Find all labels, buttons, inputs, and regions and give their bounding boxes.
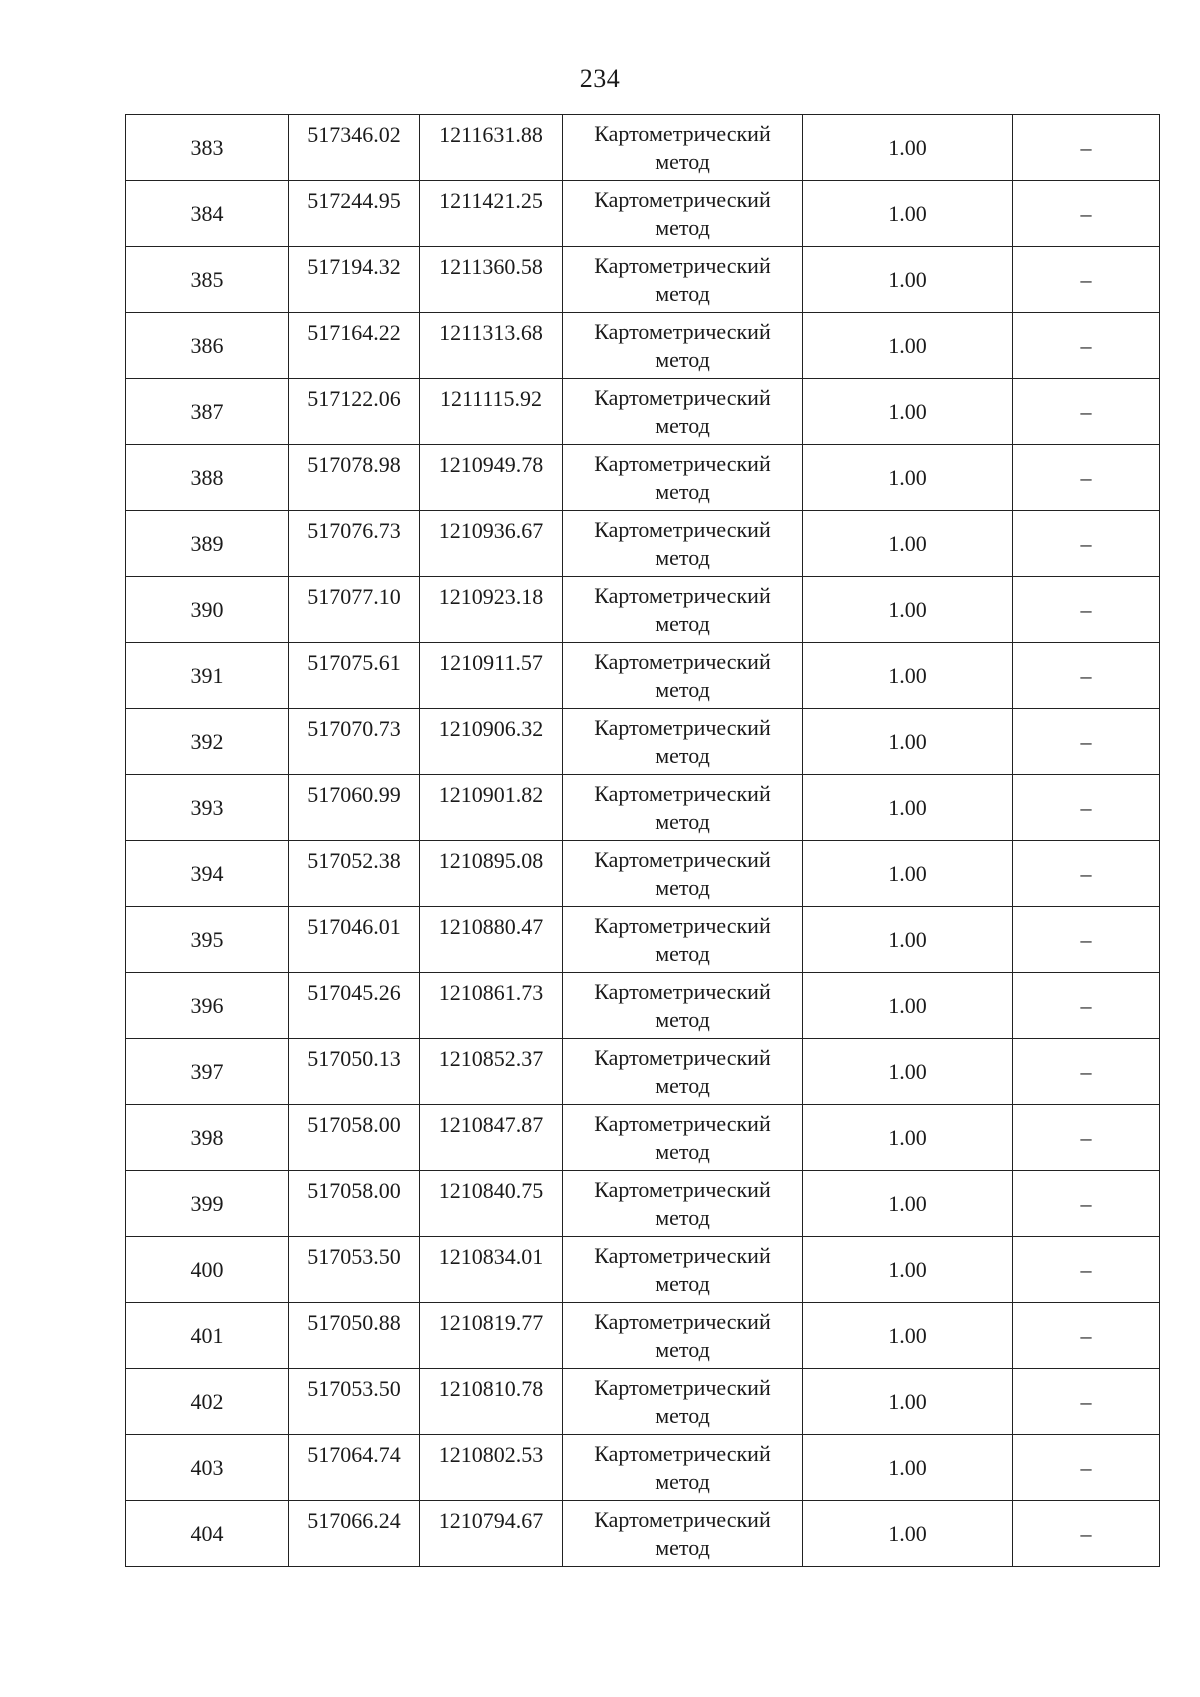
x-coordinate-cell: 517244.95 (289, 181, 420, 247)
point-number-cell: 387 (126, 379, 289, 445)
method-line-2: метод (655, 346, 710, 372)
point-number-cell: 402 (126, 1369, 289, 1435)
method-cell (563, 511, 803, 577)
method-line-1: Картометрический (594, 648, 771, 674)
note-cell: – (1013, 181, 1160, 247)
x-coordinate-cell: 517046.01 (289, 907, 420, 973)
y-coordinate-cell: 1210895.08 (420, 841, 563, 907)
accuracy-cell: 1.00 (803, 577, 1013, 643)
table-row (126, 1369, 1160, 1435)
method-line-1: Картометрический (594, 1440, 771, 1466)
y-coordinate-cell: 1210810.78 (420, 1369, 563, 1435)
method-line-1: Картометрический (594, 252, 771, 278)
method-line-2: метод (655, 478, 710, 504)
table-row (126, 181, 1160, 247)
method-cell (563, 973, 803, 1039)
y-coordinate-cell: 1211313.68 (420, 313, 563, 379)
y-coordinate-cell: 1211360.58 (420, 247, 563, 313)
note-cell: – (1013, 379, 1160, 445)
method-line-2: метод (655, 610, 710, 636)
x-coordinate-cell: 517164.22 (289, 313, 420, 379)
point-number-cell: 401 (126, 1303, 289, 1369)
accuracy-cell: 1.00 (803, 643, 1013, 709)
x-coordinate-cell: 517052.38 (289, 841, 420, 907)
method-cell (563, 1303, 803, 1369)
method-line-2: метод (655, 1534, 710, 1560)
method-cell (563, 1171, 803, 1237)
method-line-2: метод (655, 214, 710, 240)
point-number-cell: 403 (126, 1435, 289, 1501)
x-coordinate-cell: 517053.50 (289, 1237, 420, 1303)
table-row (126, 1039, 1160, 1105)
method-cell (563, 841, 803, 907)
point-number-cell: 393 (126, 775, 289, 841)
note-cell: – (1013, 709, 1160, 775)
y-coordinate-cell: 1210906.32 (420, 709, 563, 775)
method-cell (563, 709, 803, 775)
method-line-1: Картометрический (594, 120, 771, 146)
method-cell (563, 775, 803, 841)
point-number-cell: 388 (126, 445, 289, 511)
accuracy-cell: 1.00 (803, 1303, 1013, 1369)
table-row (126, 643, 1160, 709)
table-row (126, 1435, 1160, 1501)
point-number-cell: 398 (126, 1105, 289, 1171)
accuracy-cell: 1.00 (803, 907, 1013, 973)
accuracy-cell: 1.00 (803, 379, 1013, 445)
method-cell (563, 1369, 803, 1435)
note-cell: – (1013, 247, 1160, 313)
point-number-cell: 397 (126, 1039, 289, 1105)
method-cell (563, 1435, 803, 1501)
method-line-1: Картометрический (594, 1506, 771, 1532)
y-coordinate-cell: 1210911.57 (420, 643, 563, 709)
y-coordinate-cell: 1210901.82 (420, 775, 563, 841)
table-row (126, 247, 1160, 313)
x-coordinate-cell: 517045.26 (289, 973, 420, 1039)
note-cell: – (1013, 643, 1160, 709)
accuracy-cell: 1.00 (803, 1237, 1013, 1303)
y-coordinate-cell: 1210847.87 (420, 1105, 563, 1171)
coordinates-table (125, 114, 1160, 1567)
note-cell: – (1013, 511, 1160, 577)
method-cell (563, 907, 803, 973)
point-number-cell: 383 (126, 115, 289, 181)
method-cell (563, 379, 803, 445)
method-line-1: Картометрический (594, 582, 771, 608)
method-line-1: Картометрический (594, 1242, 771, 1268)
accuracy-cell: 1.00 (803, 511, 1013, 577)
point-number-cell: 400 (126, 1237, 289, 1303)
method-line-2: метод (655, 874, 710, 900)
accuracy-cell: 1.00 (803, 313, 1013, 379)
point-number-cell: 396 (126, 973, 289, 1039)
accuracy-cell: 1.00 (803, 709, 1013, 775)
x-coordinate-cell: 517050.88 (289, 1303, 420, 1369)
table-row (126, 775, 1160, 841)
method-line-2: метод (655, 148, 710, 174)
accuracy-cell: 1.00 (803, 1435, 1013, 1501)
y-coordinate-cell: 1211115.92 (420, 379, 563, 445)
note-cell: – (1013, 577, 1160, 643)
x-coordinate-cell: 517058.00 (289, 1105, 420, 1171)
y-coordinate-cell: 1210880.47 (420, 907, 563, 973)
method-cell (563, 1039, 803, 1105)
method-line-1: Картометрический (594, 978, 771, 1004)
table-row (126, 907, 1160, 973)
method-cell (563, 445, 803, 511)
accuracy-cell: 1.00 (803, 1369, 1013, 1435)
method-cell (563, 181, 803, 247)
method-cell (563, 1105, 803, 1171)
x-coordinate-cell: 517050.13 (289, 1039, 420, 1105)
x-coordinate-cell: 517076.73 (289, 511, 420, 577)
y-coordinate-cell: 1210794.67 (420, 1501, 563, 1567)
point-number-cell: 385 (126, 247, 289, 313)
method-cell (563, 577, 803, 643)
point-number-cell: 389 (126, 511, 289, 577)
x-coordinate-cell: 517122.06 (289, 379, 420, 445)
coordinates-table-body (126, 115, 1160, 1567)
accuracy-cell: 1.00 (803, 1105, 1013, 1171)
note-cell: – (1013, 1237, 1160, 1303)
method-line-2: метод (655, 1270, 710, 1296)
y-coordinate-cell: 1211421.25 (420, 181, 563, 247)
accuracy-cell: 1.00 (803, 445, 1013, 511)
point-number-cell: 386 (126, 313, 289, 379)
method-line-1: Картометрический (594, 516, 771, 542)
y-coordinate-cell: 1210819.77 (420, 1303, 563, 1369)
note-cell: – (1013, 115, 1160, 181)
table-row (126, 313, 1160, 379)
point-number-cell: 395 (126, 907, 289, 973)
y-coordinate-cell: 1210936.67 (420, 511, 563, 577)
method-line-2: метод (655, 1204, 710, 1230)
x-coordinate-cell: 517194.32 (289, 247, 420, 313)
y-coordinate-cell: 1211631.88 (420, 115, 563, 181)
x-coordinate-cell: 517078.98 (289, 445, 420, 511)
accuracy-cell: 1.00 (803, 1039, 1013, 1105)
method-cell (563, 643, 803, 709)
table-row (126, 379, 1160, 445)
method-line-1: Картометрический (594, 1044, 771, 1070)
y-coordinate-cell: 1210861.73 (420, 973, 563, 1039)
accuracy-cell: 1.00 (803, 841, 1013, 907)
accuracy-cell: 1.00 (803, 1171, 1013, 1237)
note-cell: – (1013, 313, 1160, 379)
method-line-2: метод (655, 742, 710, 768)
point-number-cell: 404 (126, 1501, 289, 1567)
note-cell: – (1013, 841, 1160, 907)
table-row (126, 1501, 1160, 1567)
method-cell (563, 115, 803, 181)
method-line-1: Картометрический (594, 186, 771, 212)
x-coordinate-cell: 517053.50 (289, 1369, 420, 1435)
note-cell: – (1013, 1435, 1160, 1501)
method-cell (563, 247, 803, 313)
note-cell: – (1013, 1039, 1160, 1105)
table-row (126, 841, 1160, 907)
y-coordinate-cell: 1210834.01 (420, 1237, 563, 1303)
note-cell: – (1013, 445, 1160, 511)
page-number: 234 (579, 64, 621, 93)
method-line-1: Картометрический (594, 450, 771, 476)
method-line-1: Картометрический (594, 780, 771, 806)
method-line-1: Картометрический (594, 318, 771, 344)
accuracy-cell: 1.00 (803, 1501, 1013, 1567)
accuracy-cell: 1.00 (803, 775, 1013, 841)
point-number-cell: 392 (126, 709, 289, 775)
x-coordinate-cell: 517066.24 (289, 1501, 420, 1567)
method-line-2: метод (655, 1402, 710, 1428)
table-row (126, 115, 1160, 181)
table-row (126, 577, 1160, 643)
x-coordinate-cell: 517070.73 (289, 709, 420, 775)
note-cell: – (1013, 973, 1160, 1039)
y-coordinate-cell: 1210840.75 (420, 1171, 563, 1237)
table-row (126, 709, 1160, 775)
x-coordinate-cell: 517058.00 (289, 1171, 420, 1237)
point-number-cell: 390 (126, 577, 289, 643)
note-cell: – (1013, 907, 1160, 973)
table-row (126, 511, 1160, 577)
accuracy-cell: 1.00 (803, 973, 1013, 1039)
x-coordinate-cell: 517075.61 (289, 643, 420, 709)
x-coordinate-cell: 517077.10 (289, 577, 420, 643)
method-cell (563, 1501, 803, 1567)
method-line-2: метод (655, 280, 710, 306)
note-cell: – (1013, 1369, 1160, 1435)
y-coordinate-cell: 1210923.18 (420, 577, 563, 643)
method-cell (563, 313, 803, 379)
method-line-1: Картометрический (594, 714, 771, 740)
accuracy-cell: 1.00 (803, 247, 1013, 313)
y-coordinate-cell: 1210802.53 (420, 1435, 563, 1501)
y-coordinate-cell: 1210949.78 (420, 445, 563, 511)
method-line-1: Картометрический (594, 846, 771, 872)
method-line-2: метод (655, 544, 710, 570)
accuracy-cell: 1.00 (803, 115, 1013, 181)
method-line-2: метод (655, 1006, 710, 1032)
method-line-1: Картометрический (594, 1110, 771, 1136)
method-line-1: Картометрический (594, 912, 771, 938)
method-line-1: Картометрический (594, 1176, 771, 1202)
method-line-2: метод (655, 1468, 710, 1494)
x-coordinate-cell: 517060.99 (289, 775, 420, 841)
note-cell: – (1013, 1303, 1160, 1369)
point-number-cell: 391 (126, 643, 289, 709)
y-coordinate-cell: 1210852.37 (420, 1039, 563, 1105)
note-cell: – (1013, 1171, 1160, 1237)
method-line-1: Картометрический (594, 1308, 771, 1334)
method-line-2: метод (655, 1072, 710, 1098)
method-line-1: Картометрический (594, 384, 771, 410)
method-line-2: метод (655, 808, 710, 834)
table-row (126, 1237, 1160, 1303)
table-row (126, 973, 1160, 1039)
method-line-2: метод (655, 1336, 710, 1362)
table-row (126, 445, 1160, 511)
method-line-2: метод (655, 1138, 710, 1164)
table-row (126, 1105, 1160, 1171)
point-number-cell: 399 (126, 1171, 289, 1237)
method-line-2: метод (655, 940, 710, 966)
x-coordinate-cell: 517346.02 (289, 115, 420, 181)
method-line-1: Картометрический (594, 1374, 771, 1400)
note-cell: – (1013, 1501, 1160, 1567)
table-row (126, 1303, 1160, 1369)
table-row (126, 1171, 1160, 1237)
method-line-2: метод (655, 412, 710, 438)
point-number-cell: 384 (126, 181, 289, 247)
note-cell: – (1013, 1105, 1160, 1171)
method-cell (563, 1237, 803, 1303)
point-number-cell: 394 (126, 841, 289, 907)
x-coordinate-cell: 517064.74 (289, 1435, 420, 1501)
accuracy-cell: 1.00 (803, 181, 1013, 247)
note-cell: – (1013, 775, 1160, 841)
method-line-2: метод (655, 676, 710, 702)
